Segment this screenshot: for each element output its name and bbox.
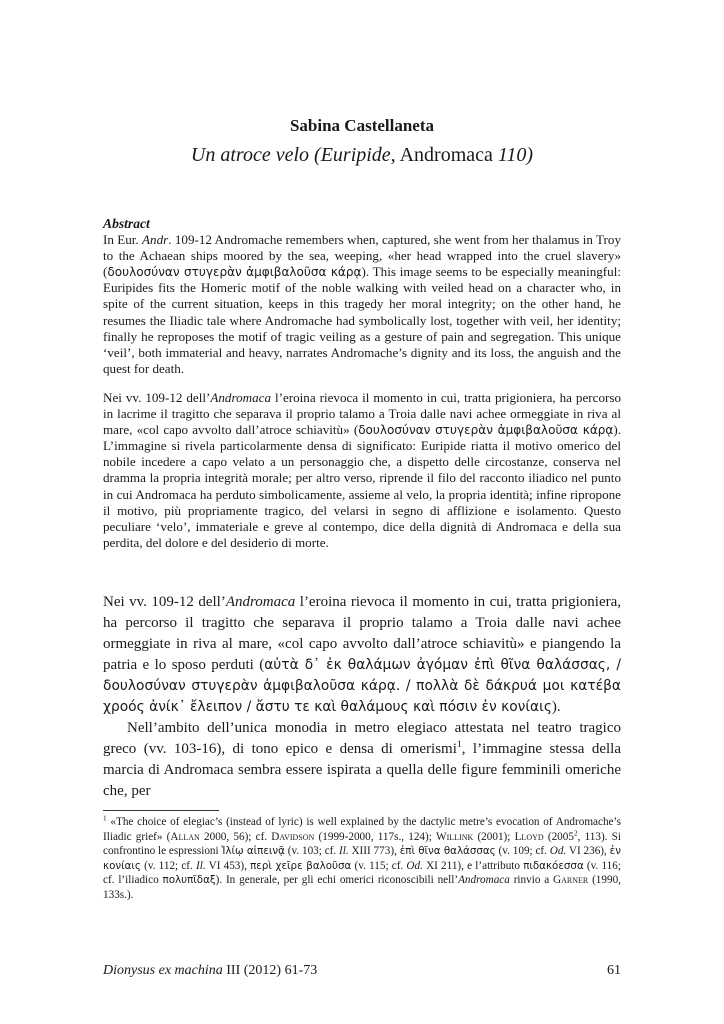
text-run: (1990, 133s.). (103, 874, 621, 901)
work-abbrev: Od. (406, 859, 423, 872)
text-run: (v. 103; cf. (284, 845, 340, 858)
work-abbrev: Il. (339, 845, 349, 858)
author-name: Sabina Castellaneta (289, 116, 435, 135)
footnote-number: 1 (103, 814, 107, 823)
text-run: 2000, 56); cf. (199, 830, 272, 843)
greek-term: ἐν κονίαις (103, 845, 621, 872)
body-text (103, 592, 621, 802)
journal-citation (103, 963, 317, 979)
footnote-divider (103, 810, 219, 811)
text-run: (2001); (473, 830, 515, 843)
text-run: In Eur. (103, 232, 143, 248)
abstract-english (103, 232, 621, 377)
text-run: (1999-2000, 117s., 124); (314, 830, 437, 843)
greek-term: πολυπῖδαξ (162, 874, 216, 887)
text-run: (v. 109; cf. (495, 845, 550, 858)
title-italic-part: Un atroce velo (Euripide, (190, 144, 396, 166)
text-run: l’eroina rievoca il momento in cui, tratta prigioniera, ha percorso il tragitto che separava il proprio talamo a Troia dalle navi achee ormeggiate in riva al mare, «col capo avvolto dall’atroce schiavitù» e piangendo la patria e lo sposo perduti ( (103, 594, 622, 673)
work-abbrev: Od. (549, 845, 567, 858)
text-run-italic: Andromaca (210, 389, 271, 405)
greek-quote: αὐτὰ δ᾽ ἐκ θαλάμων ἀγόμαν ἐπὶ θῖνα θαλάσσας, / δουλοσύναν στυγερὰν ἀμφιβαλοῦσα κάρᾳ. / πολλὰ δὲ δάκρυά μοι κατέβα χροός ἀνίκ᾽ ἔλειπον / ἄστυ τε καὶ θαλάμους καὶ πόσιν ἐν κονίαις (103, 657, 621, 715)
greek-term: Ἰλίῳ αἰπεινᾷ (221, 845, 285, 858)
text-run: ). This image seems to be especially meaningful: Euripides fits the Homeric motif of the noble walking with veiled head on a character who, in spite of the current situation, keeps in this tragedy her moral integrity; on the other hand, he resumes the Iliadic tale where Andromache had symbolically lost, together with veil, her identity; finally he reproposes the motif of tragic veiling as a gesture of pain and segregation. This unique ‘veil’, both immaterial and heavy, narrates Andromache’s dignity and its loss, the anguish and the quest for death. (103, 264, 621, 376)
page-number: 61 (607, 963, 621, 978)
text-run: XIII 773), (348, 845, 400, 858)
text-run: l’eroina rievoca il momento in cui, tratta prigioniera, ha percorso in lacrime il tragitto che separava il proprio talamo a Troia dalle navi achee ormeggiate in riva al mare, «col capo avvolto dall’atroce schiavitù» ( (103, 389, 621, 438)
footnote-marker[interactable]: 1 (456, 739, 462, 750)
citation-author: Davidson (271, 830, 315, 843)
text-run: ). In generale, per gli echi omerici riconoscibili nell’ (215, 874, 459, 887)
text-run: Nei vv. 109-12 dell’ (103, 594, 226, 610)
article-title (0, 144, 724, 167)
text-run: , 113). Si confrontino le espressioni (103, 830, 621, 858)
text-run: VI 453), (205, 859, 251, 872)
journal-issue: III (2012) 61-73 (222, 963, 318, 978)
text-run: (v. 115; cf. (351, 859, 407, 872)
text-run: Nell’ambito dell’unica monodia in metro elegiaco attestata nel teatro tragico greco (vv. 103-16), di tono epico e densa di omerismi (103, 720, 621, 757)
abstract-italian (103, 390, 621, 551)
greek-quote: δουλοσύναν στυγερὰν ἀμφιβαλοῦσα κάρᾳ (107, 265, 362, 280)
text-run: ). L’immagine si rivela particolarmente densa di significato: Euripide riatta il motivo omerico del nobile incedere a capo velato a un personaggio che, a dispetto delle circostanze, conserva nel dramma la propria integrità morale; per altro verso, riprende il filo del racconto iliadico nel punto in cui Andromaca ha perduto simbolicamente, assieme al velo, la propria identità; infine ripropone il motivo, più propriamente tragico, del velarsi in segno di afflizione e isolamento. Questo peculiare ‘velo’, immateriale e greve al contempo, dice della dignità di Andromaca e della sua perdita, del dolore e del desiderio di morte. (103, 422, 621, 550)
title-roman-part: Andromaca (399, 144, 493, 166)
title-italic-end: 110) (497, 144, 534, 166)
text-run: VI 236), (566, 845, 610, 858)
greek-term: ἐπὶ θῖνα θαλάσσας (399, 845, 496, 858)
edition-superscript: 2 (573, 828, 578, 837)
citation-author: Lloyd (514, 830, 544, 843)
text-run-italic: Andr (142, 232, 169, 248)
text-run: . 109-12 Andromache remembers when, captured, she went from her thalamus in Troy to the Achaean ships moored by the sea, weeping, «her head wrapped into the cruel slavery» ( (103, 232, 621, 280)
greek-quote: δουλοσύναν στυγερὰν ἀμφιβαλοῦσα κάρᾳ (358, 423, 614, 438)
text-run: (v. 116; cf. l’iliadico (103, 859, 621, 887)
citation-author: Garner (553, 874, 589, 887)
body-paragraph-2 (103, 718, 621, 802)
body-paragraph-1 (103, 592, 621, 718)
text-run: rinvio a (509, 874, 554, 887)
greek-term: πιδακόεσσα (523, 859, 584, 872)
footnote-1 (103, 815, 621, 903)
text-run: ). (551, 699, 561, 715)
page-footer (103, 963, 621, 979)
journal-name: Dionysus ex machina (103, 963, 223, 978)
work-title: Andromaca (458, 874, 510, 887)
abstract-heading: Abstract (103, 216, 150, 231)
work-abbrev: Il. (196, 859, 206, 872)
greek-term: περὶ χεῖρε βαλοῦσα (250, 859, 352, 872)
text-run: «The choice of elegiac’s (instead of lyric) is well explained by the dactylic metre’s evocation of Andromache’s Iliadic grief» ( (103, 816, 621, 843)
text-run: (2005 (543, 830, 574, 843)
text-run: Nei vv. 109-12 dell’ (103, 389, 211, 405)
citation-author: Willink (436, 830, 474, 843)
text-run: XI 211), e l’attributo (422, 859, 524, 872)
text-run-italic: Andromaca (225, 594, 296, 610)
text-run: , l’immagine stessa della marcia di Andromaca sembra essere ispirata a quella delle figure femminili omeriche che, per (103, 741, 622, 799)
text-run: (v. 112; cf. (140, 859, 196, 872)
citation-author: Allan (170, 830, 200, 843)
abstract-section (103, 216, 621, 551)
